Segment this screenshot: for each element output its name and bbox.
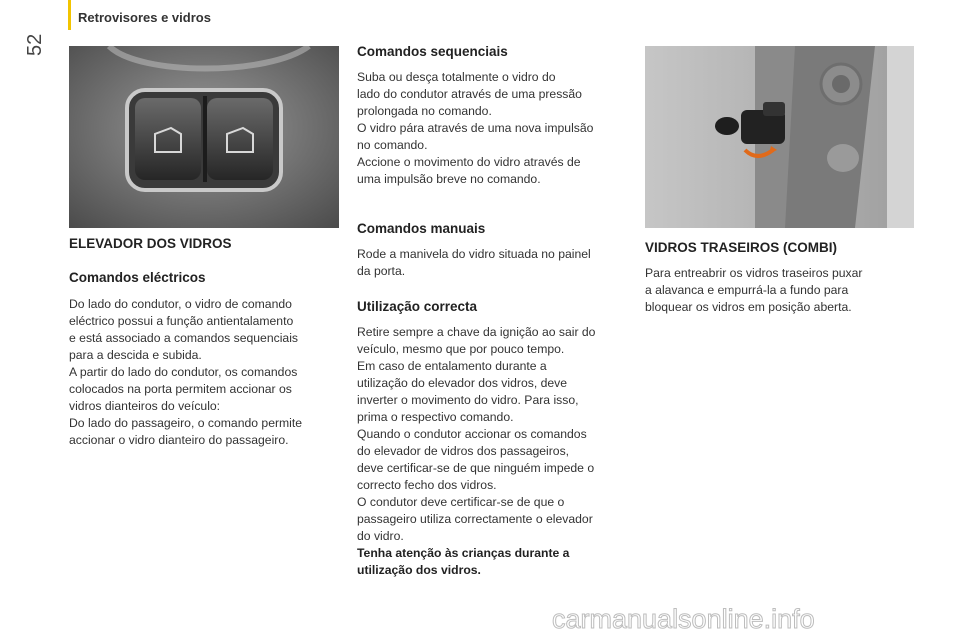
section-header: Retrovisores e vidros [78, 10, 211, 25]
middle-column [357, 44, 627, 579]
window-switch-photo [69, 46, 339, 228]
rear-windows-heading: VIDROS TRASEIROS (COMBI) [645, 240, 838, 255]
rear-window-latch-photo [645, 46, 914, 228]
rear-windows-text: Para entreabrir os vidros traseiros puxar a alavanca e empurrá-la a fundo para bloquear os vidros em posição aberta. [645, 266, 863, 314]
manual-controls-text: Rode a manivela do vidro situada no painel da porta. [357, 247, 591, 278]
sequential-controls-heading: Comandos sequenciais [357, 44, 508, 59]
manual-controls-heading: Comandos manuais [357, 221, 486, 236]
page-number: 52 [24, 33, 46, 56]
children-warning: Tenha atenção às crianças durante a utilização dos vidros. [357, 546, 570, 577]
right-column [645, 240, 915, 316]
electric-controls-text: Do lado do condutor, o vidro de comando eléctrico possui a função antientalamento e está associado a comandos sequenciais para a descida e subida. A partir do lado do condutor, os comandos colocados na porta permitem accionar os vidros dianteiros do veículo: Do lado do passageiro, o comando permite accionar o vidro dianteiro do passageiro. [69, 297, 303, 447]
correct-use-text: Retire sempre a chave da ignição ao sair do veículo, mesmo que por pouco tempo. Em caso de entalamento durante a utilização do elevador dos vidros, deve inverter o movimento do vidro. Para isso, prima o respectivo comando. Quando o condutor accionar os comandos do elevador de vidros dos passageiros, deve certificar-se de que ninguém impede o correcto fecho dos vidros. O condutor deve certificar-se de que o passageiro utiliza correctamente o elevador do vidro. [357, 325, 596, 543]
window-lifts-heading: ELEVADOR DOS VIDROS [69, 236, 232, 251]
left-column [69, 236, 339, 449]
electric-controls-heading: Comandos eléctricos [69, 270, 206, 285]
section-accent-bar [68, 0, 71, 30]
correct-use-heading: Utilização correcta [357, 299, 478, 314]
watermark-text: carmanualsonline.info [552, 604, 815, 634]
sequential-controls-text: Suba ou desça totalmente o vidro do lado do condutor através de uma pressão prolongada no comando. O vidro pára através de uma nova impulsão no comando. Accione o movimento do vidro através de uma impulsão breve no comando. [357, 70, 594, 186]
watermark [552, 602, 944, 636]
